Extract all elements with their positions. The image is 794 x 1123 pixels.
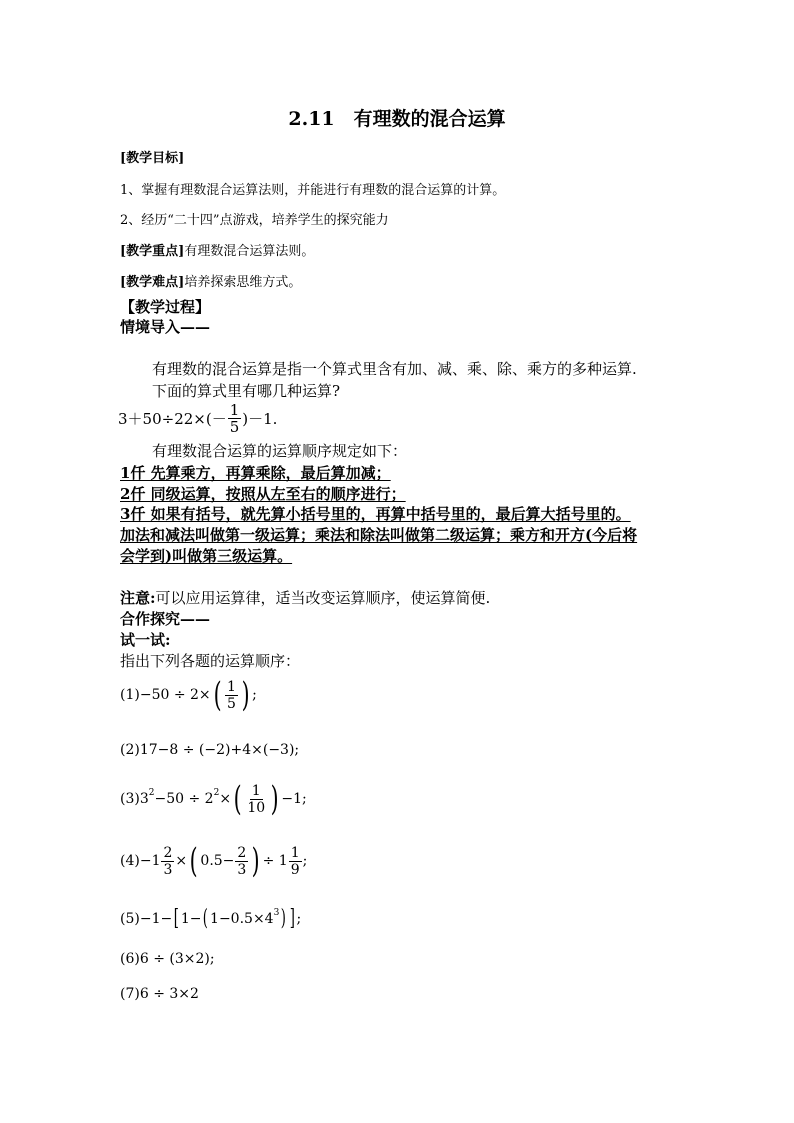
exercise-5-inner1: 1−	[180, 910, 202, 927]
exercise-5-exp: 3	[273, 907, 280, 918]
example-num: 1	[229, 401, 240, 419]
exercise-7-text: 6 ÷ 3×2	[139, 986, 199, 1002]
exercise-3-label: (3)	[120, 791, 140, 807]
difficulty	[120, 271, 301, 290]
exercise-3-post: −1;	[281, 791, 307, 807]
right-bracket: ]	[289, 906, 295, 931]
exercise-6-text: 6 ÷ (3×2);	[139, 951, 215, 967]
objectives-heading: [教学目标]	[120, 151, 185, 166]
exercise-3-fraction	[245, 783, 267, 816]
exercise-2-text: 17−8 ÷ (−2)+4×(−3);	[139, 742, 300, 758]
page-title: 2.11 有理数的混合运算	[288, 108, 506, 130]
exercise-6-label: (6)	[120, 951, 140, 967]
difficulty-text: 培养探索思维方式。	[184, 275, 302, 290]
difficulty-label: [教学难点]	[120, 275, 185, 290]
exercise-1-den: 5	[226, 695, 236, 712]
exercise-4-minus: −1	[139, 853, 161, 869]
exercise-5	[120, 906, 301, 931]
rule-1: 1仟 先算乘方，再算乘除，最后算加减；	[120, 464, 391, 482]
exercise-4-inner: 0.5−	[200, 853, 235, 869]
exercise-4-n1: 2	[163, 844, 173, 861]
exercise-4	[120, 841, 308, 881]
exercise-4-d3: 9	[290, 861, 300, 878]
exercise-4-post: ;	[302, 853, 308, 869]
exercise-5-inner2: 1−0.5×4	[210, 910, 274, 927]
left-paren: (	[213, 675, 222, 715]
note-text: 可以应用运算律，适当改变运算顺序，使运算简便.	[155, 589, 491, 607]
exercise-3-base: 3	[139, 791, 149, 807]
exercise-3-times: ×	[219, 791, 232, 807]
example-fraction	[228, 402, 242, 435]
exercise-4-label: (4)	[120, 853, 140, 869]
exercise-1-fraction	[225, 679, 238, 712]
left-paren: (	[203, 906, 209, 931]
exercise-1	[120, 675, 257, 715]
exercise-1-post: ;	[252, 687, 257, 703]
try-heading: 试一试:	[120, 631, 171, 649]
right-paren: )	[270, 779, 279, 819]
exercise-5-pre: −1−	[139, 910, 173, 927]
rule-4: 加法和减法叫做第一级运算；乘法和除法叫做第二级运算；乘方和开方(今后将	[120, 526, 638, 544]
exercise-4-n3: 1	[290, 844, 300, 861]
example-den: 5	[229, 418, 240, 436]
exercise-7-label: (7)	[120, 986, 140, 1002]
objective-item-1: 1、掌握有理数混合运算法则，并能进行有理数的混合运算的计算。	[120, 183, 506, 198]
exercise-intro: 指出下列各题的运算顺序：	[120, 652, 301, 670]
key-point	[120, 240, 314, 259]
intro-line-1: 有理数的混合运算是指一个算式里含有加、减、乘、除、乘方的多种运算.	[152, 360, 637, 378]
example-expression	[118, 402, 277, 435]
exercise-4-fraction-2	[235, 845, 248, 878]
key-point-text: 有理数混合运算法则。	[184, 244, 315, 259]
exercise-1-num: 1	[226, 678, 236, 695]
exercise-1-label: (1)	[120, 687, 140, 703]
rule-2: 2仟 同级运算，按照从左至右的顺序进行；	[120, 485, 406, 503]
exercise-4-div: ÷ 1	[262, 853, 288, 869]
exercise-4-fraction-1	[161, 845, 174, 878]
exercise-4-fraction-3	[289, 845, 302, 878]
right-paren: )	[241, 675, 250, 715]
exercise-3-exp2: 2	[213, 788, 220, 798]
order-intro: 有理数混合运算的运算顺序规定如下：	[152, 442, 408, 460]
exercise-3-den: 10	[247, 799, 266, 816]
situation-heading: 情境导入——	[120, 318, 211, 336]
exercise-3-exp1: 2	[148, 788, 155, 798]
exercise-4-d1: 3	[163, 861, 173, 878]
note-label: 注意:	[120, 589, 156, 607]
exercise-3	[120, 779, 307, 819]
exercise-6	[120, 951, 215, 967]
intro-line-2: 下面的算式里有哪几种运算?	[152, 382, 341, 400]
exercise-2	[120, 742, 299, 758]
exercise-1-pre: −50 ÷ 2×	[139, 687, 211, 703]
process-heading: 【教学过程】	[120, 298, 211, 316]
exercise-4-n2: 2	[237, 844, 247, 861]
exercise-2-label: (2)	[120, 742, 140, 758]
left-paren: (	[233, 779, 242, 819]
exercise-5-post: ;	[296, 910, 302, 927]
exercise-4-times: ×	[175, 853, 188, 869]
example-before: 3＋50÷22×(－	[118, 410, 227, 428]
exercise-5-label: (5)	[120, 910, 140, 927]
rule-5: 会学到)叫做第三级运算。	[120, 547, 293, 565]
exercise-4-d2: 3	[237, 861, 247, 878]
right-paren: )	[251, 841, 260, 881]
note	[120, 587, 490, 608]
example-after: )－1.	[242, 410, 278, 428]
exercise-3-num: 1	[251, 782, 261, 799]
exercise-7	[120, 986, 199, 1002]
objective-item-2: 2、经历“二十四”点游戏，培养学生的探究能力	[120, 213, 389, 228]
explore-heading: 合作探究——	[120, 610, 211, 628]
left-paren: (	[189, 841, 198, 881]
right-paren: )	[281, 906, 287, 931]
left-bracket: [	[173, 906, 180, 931]
exercise-3-mid: −50 ÷ 2	[154, 791, 214, 807]
rule-3: 3仟 如果有括号，就先算小括号里的，再算中括号里的，最后算大括号里的。	[120, 505, 631, 523]
key-point-label: [教学重点]	[120, 244, 185, 259]
